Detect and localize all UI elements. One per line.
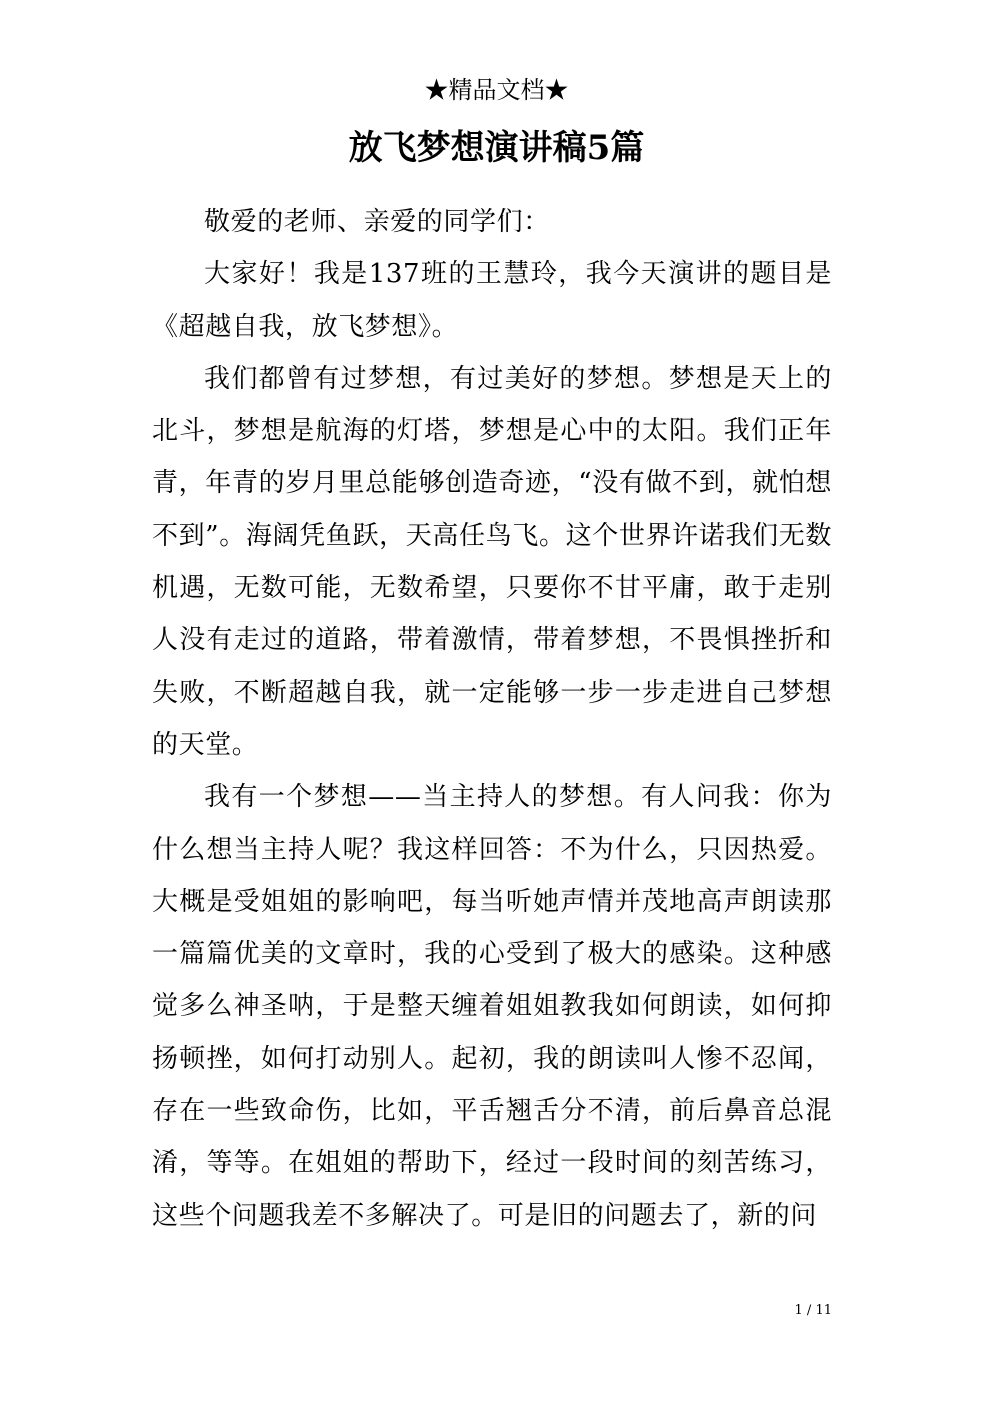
page-number: 1 / 11 xyxy=(794,1303,832,1318)
paragraph-salutation: 敬爱的老师、亲爱的同学们： xyxy=(204,207,550,237)
document-body xyxy=(152,196,832,1242)
paragraph-greeting: 大家好！我是137班的王慧玲，我今天演讲的题目是《超越自我，放飞梦想》。 xyxy=(152,259,832,342)
document-header: ★精品文档★ xyxy=(424,76,569,104)
paragraph-host-dream: 我有一个梦想——当主持人的梦想。有人问我：你为什么想当主持人呢？我这样回答：不为什么，只因热爱。大概是受姐姐的影响吧，每当听她声情并茂地高声朗读那一篇篇优美的文章时，我的心受到了极大的感染。这种感觉多么神圣呐，于是整天缠着姐姐教我如何朗读，如何抑扬顿挫，如何打动别人。起初，我的朗读叫人惨不忍闻，存在一些致命伤，比如，平舌翘舌分不清，前后鼻音总混淆，等等。在姐姐的帮助下，经过一段时间的刻苦练习，这些个问题我差不多解决了。可是旧的问题去了，新的问 xyxy=(152,782,832,1231)
paragraph-dreams: 我们都曾有过梦想，有过美好的梦想。梦想是天上的北斗，梦想是航海的灯塔，梦想是心中的太阳。我们正年青，年青的岁月里总能够创造奇迹，“没有做不到，就怕想不到”。海阔凭鱼跃，天高任鸟飞。这个世界许诺我们无数机遇，无数可能，无数希望，只要你不甘平庸，敢于走别人没有走过的道路，带着激情，带着梦想，不畏惧挫折和失败，不断超越自我，就一定能够一步一步走进自己梦想的天堂。 xyxy=(152,363,832,760)
document-title: 放飞梦想演讲稿5篇 xyxy=(348,128,645,168)
